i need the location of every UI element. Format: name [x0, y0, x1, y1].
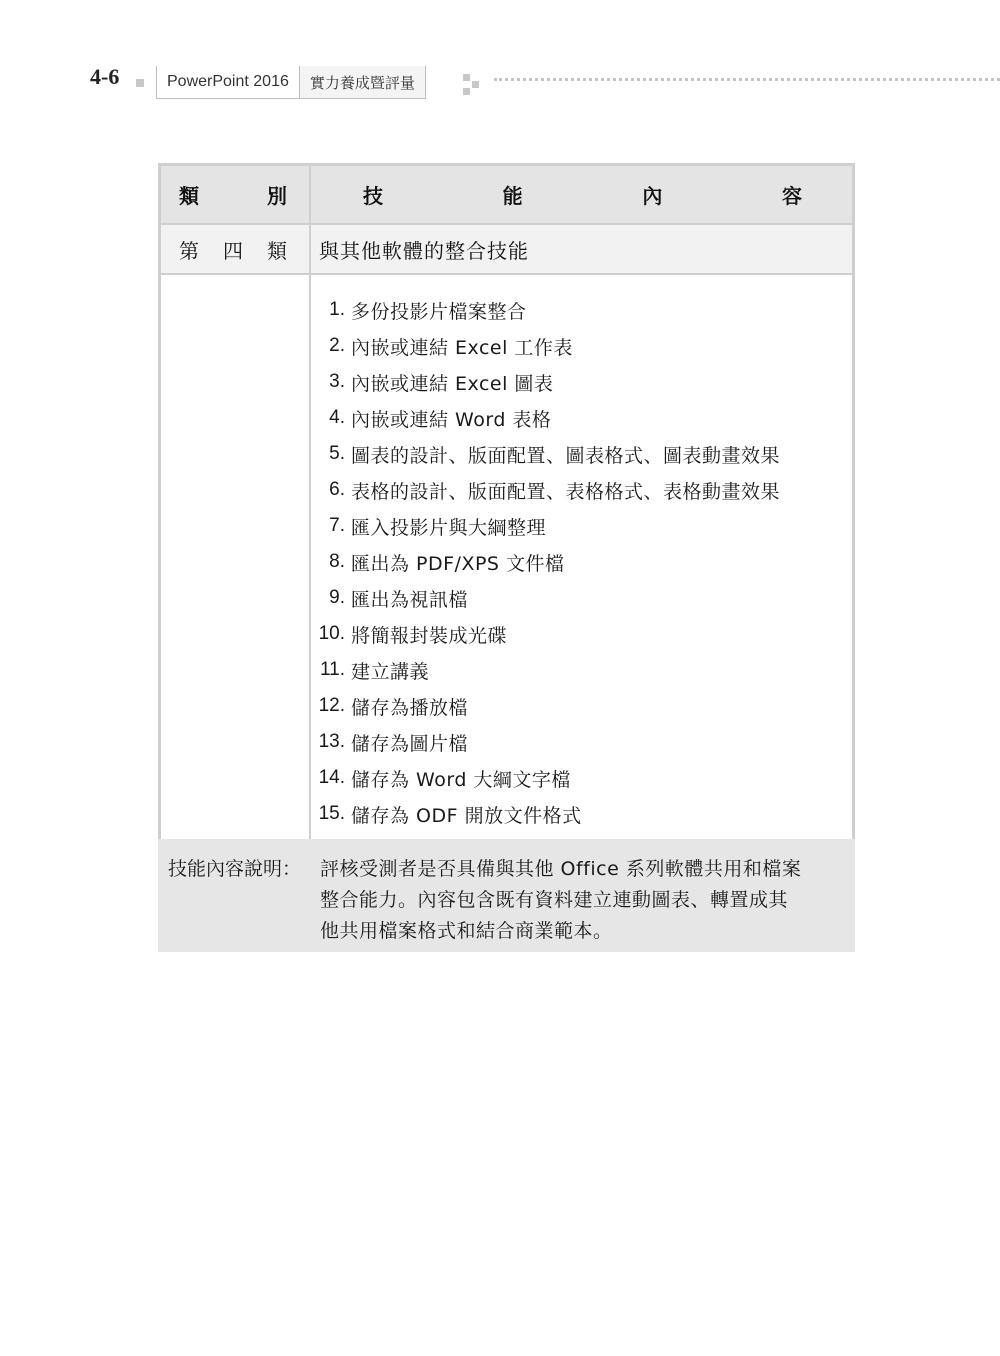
item-text: 匯入投影片與大綱整理: [351, 516, 547, 539]
header-left-char: 別: [267, 184, 287, 208]
category-char: 第: [179, 238, 199, 263]
list-item: [311, 508, 852, 544]
item-text: 內嵌或連結 Excel 圖表: [351, 372, 554, 395]
item-text: 建立講義: [351, 660, 430, 683]
description-line: 評核受測者是否具備與其他 Office 系列軟體共用和檔案: [320, 858, 802, 880]
header-category-cell: [161, 166, 311, 223]
list-item: [311, 760, 852, 796]
list-item: [311, 436, 852, 472]
list-item: [311, 364, 852, 400]
list-item: [311, 616, 852, 652]
item-text: 內嵌或連結 Excel 工作表: [351, 336, 573, 359]
header-square-icon: [463, 88, 470, 95]
item-number: 2.: [329, 335, 345, 356]
item-number: 10.: [318, 623, 345, 644]
item-text: 表格的設計、版面配置、表格格式、表格動畫效果: [351, 480, 781, 503]
item-text: 多份投影片檔案整合: [351, 300, 527, 323]
header-left-char: 類: [179, 184, 199, 208]
skill-table: [158, 163, 855, 846]
item-number: 13.: [318, 731, 345, 752]
item-text: 圖表的設計、版面配置、圖表格式、圖表動畫效果: [351, 444, 781, 467]
empty-left-cell: [161, 275, 311, 843]
description-body: [320, 854, 801, 952]
category-label-cell: [161, 225, 311, 273]
item-text: 匯出為 PDF/XPS 文件檔: [351, 552, 565, 575]
list-item: [311, 544, 852, 580]
item-number: 8.: [329, 551, 345, 572]
list-item: [311, 688, 852, 724]
book-subtitle: 實力養成暨評量: [299, 66, 426, 98]
item-number: 3.: [329, 371, 345, 392]
category-title-cell: [311, 225, 852, 273]
item-number: 6.: [329, 479, 345, 500]
item-text: 內嵌或連結 Word 表格: [351, 408, 552, 431]
item-text: 將簡報封裝成光碟: [351, 624, 508, 647]
list-item: [311, 292, 852, 328]
header-right-char: 能: [502, 184, 523, 208]
item-number: 15.: [318, 803, 345, 824]
category-row: [161, 225, 852, 275]
header-square-icon: [472, 81, 479, 88]
description-label: 技能內容說明：: [168, 858, 302, 880]
header-dotted-rule: [494, 78, 1000, 81]
list-item: [311, 328, 852, 364]
item-number: 4.: [329, 407, 345, 428]
item-text: 儲存為圖片檔: [351, 732, 469, 755]
item-text: 儲存為 Word 大綱文字檔: [351, 768, 571, 791]
category-char: 四: [223, 238, 243, 263]
item-number: 9.: [329, 587, 345, 608]
item-number: 7.: [329, 515, 345, 536]
book-title: PowerPoint 2016: [167, 73, 289, 90]
item-text: 儲存為播放檔: [351, 696, 469, 719]
header-right-char: 內: [642, 184, 663, 208]
running-header: [156, 66, 426, 99]
page-number: 4-6: [90, 64, 120, 89]
list-item: [311, 472, 852, 508]
skills-list: [311, 275, 852, 843]
list-item: [311, 400, 852, 436]
list-item: [311, 580, 852, 616]
header-square-icon: [136, 79, 144, 87]
list-item: [311, 796, 852, 832]
item-number: 5.: [329, 443, 345, 464]
list-item: [311, 724, 852, 760]
skill-description: [158, 839, 855, 952]
list-item: [311, 652, 852, 688]
item-number: 1.: [329, 299, 345, 320]
header-right-char: 容: [781, 184, 802, 208]
item-text: 匯出為視訊檔: [351, 588, 469, 611]
item-number: 14.: [318, 767, 345, 788]
category-title: 與其他軟體的整合技能: [319, 238, 529, 263]
skills-body-row: [161, 275, 852, 843]
item-number: 11.: [319, 659, 345, 680]
category-char: 類: [267, 238, 287, 263]
table-header-row: [161, 166, 852, 225]
header-content-cell: [311, 166, 852, 223]
item-number: 12.: [318, 695, 345, 716]
description-line: 整合能力。內容包含既有資料建立連動圖表、轉置成其: [320, 889, 789, 911]
header-square-icon: [463, 74, 470, 81]
header-right-char: 技: [363, 184, 383, 208]
item-text: 儲存為 ODF 開放文件格式: [351, 804, 582, 827]
description-line: 他共用檔案格式和結合商業範本。: [320, 920, 613, 942]
